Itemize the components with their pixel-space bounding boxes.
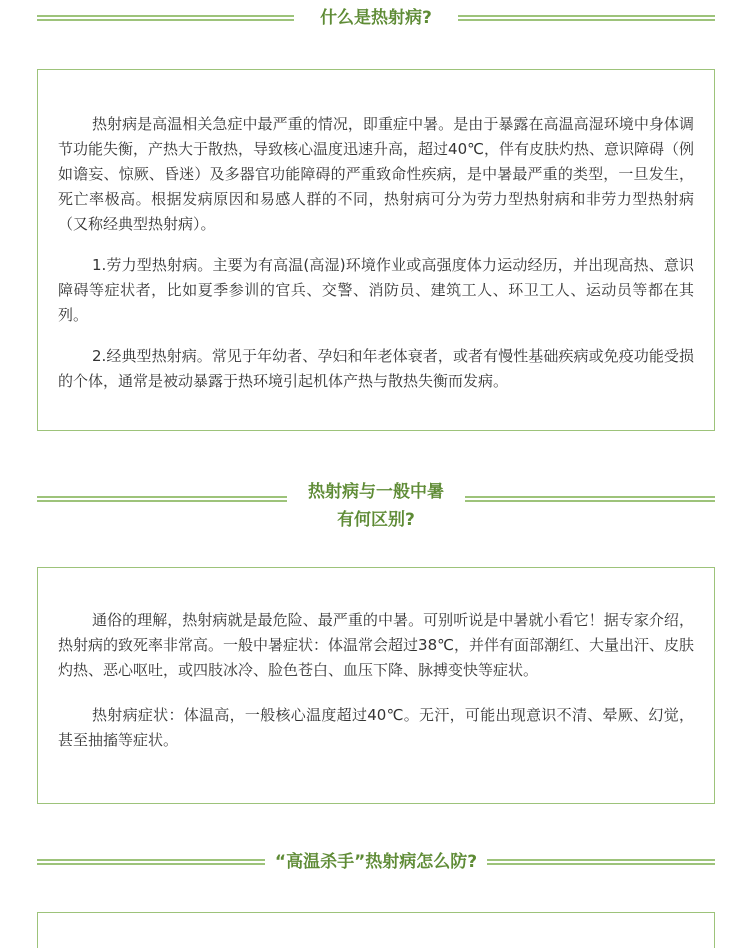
content-box-2 [37,567,715,804]
section-title-line2: 有何区别? [337,510,415,530]
paragraph: 2.经典型热射病。常见于年幼者、孕妇和年老体衰者，或者有慢性基础疾病或免疫功能受损的个体，通常是被动暴露于热环境引起机体产热与散热失衡而发病。 [58,347,694,390]
section-header-1 [37,4,715,32]
section-title: “高温杀手”热射病怎么防? [274,852,478,872]
section-header-3 [37,848,715,876]
content-box-1 [37,69,715,431]
paragraph: 1.劳力型热射病。主要为有高温(高湿)环境作业或高强度体力运动经历，并出现高热、意识障碍等症状者，比如夏季参训的官兵、交警、消防员、建筑工人、环卫工人、运动员等都在其列。 [58,256,694,324]
section-header-2 [37,478,715,534]
content-box-3 [37,912,715,948]
paragraph: 热射病是高温相关急症中最严重的情况，即重症中暑。是由于暴露在高温高湿环境中身体调节功能失衡，产热大于散热，导致核心温度迅速升高，超过40℃，伴有皮肤灼热、意识障碍（例如谵妄、惊厥、昏迷）及多器官功能障碍的严重致命性疾病，是中暑最严重的类型，一旦发生，死亡率极高。根据发病原因和易感人群的不同，热射病可分为劳力型热射病和非劳力型热射病（又称经典型热射病）。 [58,115,694,233]
paragraph: 通俗的理解，热射病就是最危险、最严重的中暑。可别听说是中暑就小看它！据专家介绍，热射病的致死率非常高。一般中暑症状：体温常会超过38℃，并伴有面部潮红、大量出汗、皮肤灼热、恶心呕吐，或四肢冰冷、脸色苍白、血压下降、脉搏变快等症状。 [58,611,694,679]
paragraph: 热射病症状：体温高，一般核心温度超过40℃。无汗，可能出现意识不清、晕厥、幻觉，甚至抽搐等症状。 [58,706,694,749]
section-title-line1: 热射病与一般中暑 [308,482,444,502]
section-title: 什么是热射病? [320,8,432,28]
